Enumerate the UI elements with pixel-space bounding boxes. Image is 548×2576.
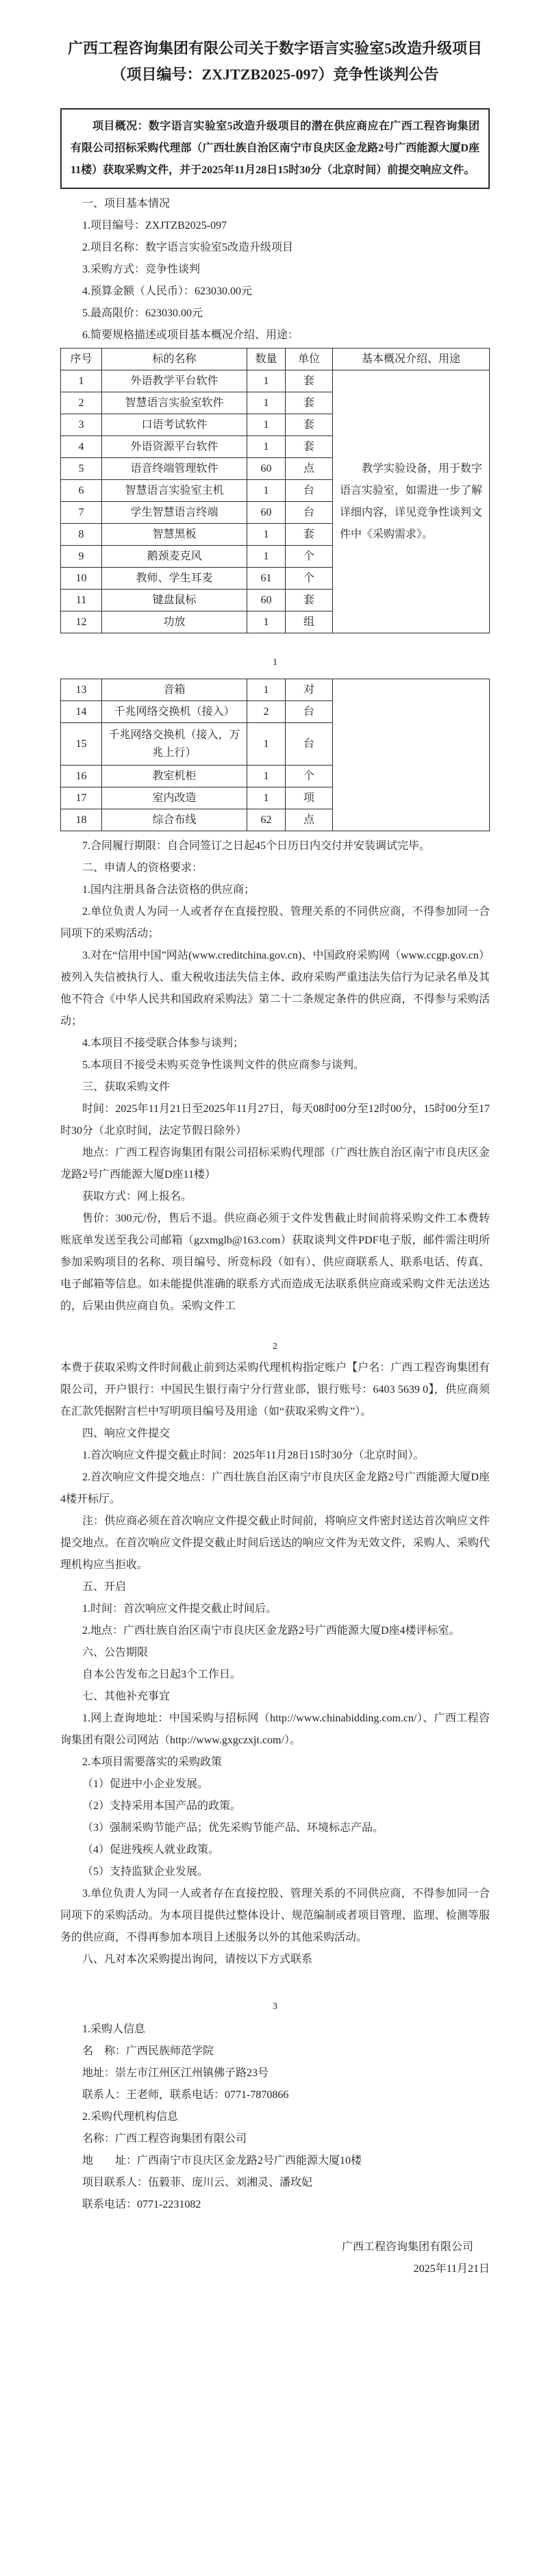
signature-company: 广西工程咨询集团有限公司	[341, 2241, 473, 2253]
page-number-2: 2	[273, 1341, 277, 1352]
table-cell: 对	[286, 679, 333, 701]
paragraph: 地点：广西工程咨询集团有限公司招标采购代理部（广西壮族自治区南宁市良庆区金龙路2号广西能源大厦D座11楼）	[60, 1147, 490, 1180]
table-cell: 组	[286, 611, 333, 633]
paragraph: （2）支持采用本国产品的政策。	[82, 1800, 242, 1812]
paragraph: 本费于获取采购文件时间截止前到达采购代理机构指定账户【户名：广西工程咨询集团有限公司，开户银行：中国民生银行南宁分行营业部，银行账号：6403 5639 0】，供应商须在汇款凭据附言栏中写明项目编号及用途（如“获取采购文件”）。	[60, 1362, 490, 1417]
table-row	[61, 679, 490, 701]
paragraph: 3.对在“信用中国”网站(www.creditchina.gov.cn)、中国政府采购网（www.ccgp.gov.cn）被列入失信被执行人、重大税收违法失信主体、政府采购严重违法失信行为记录名单及其他不符合《中华人民共和国政府采购法》第二十二条规定条件的供应商，不得参与采购活动；	[60, 950, 490, 1027]
table-cell: 千兆网络交换机（接入，万兆上行）	[102, 723, 247, 766]
table-cell: 16	[61, 766, 102, 787]
table-cell: 1	[247, 392, 286, 414]
paragraph: 2.项目名称：数字语言实验室5改造升级项目	[82, 242, 294, 253]
table-cell: 键盘鼠标	[102, 590, 247, 611]
table-cell: 1	[247, 679, 286, 701]
table-cell: 外语资源平台软件	[102, 436, 247, 458]
table-cell: 17	[61, 787, 102, 809]
table-cell: 智慧语言实验室主机	[102, 480, 247, 502]
table-cell: 1	[247, 546, 286, 568]
items-table-part2	[60, 679, 490, 831]
table-cell: 1	[247, 766, 286, 787]
table-cell: 智慧黑板	[102, 524, 247, 546]
table-cell: 1	[247, 611, 286, 633]
paragraph: 五、开启	[82, 1581, 127, 1593]
table-cell: 8	[61, 524, 102, 546]
table-cell: 室内改造	[102, 787, 247, 809]
table-header-cell: 单位	[286, 349, 333, 370]
paragraph: 3.采购方式：竞争性谈判	[82, 264, 201, 275]
table-cell: 点	[286, 809, 333, 831]
table-cell: 套	[286, 392, 333, 414]
table-cell: 教师、学生耳麦	[102, 568, 247, 590]
table-cell: 12	[61, 611, 102, 633]
table-cell: 1	[247, 436, 286, 458]
table-cell: 1	[247, 723, 286, 766]
table-cell: 14	[61, 701, 102, 723]
paragraph: 地 址：广西南宁市良庆区金龙路2号广西能源大厦10楼	[82, 2155, 362, 2167]
paragraph: 自本公告发布之日起3个工作日。	[82, 1669, 242, 1680]
project-overview-text: 项目概况：数字语言实验室5改造升级项目的潜在供应商应在广西工程咨询集团有限公司招标采购代理部（广西壮族自治区南宁市良庆区金龙路2号广西能源大厦D座11楼）获取采购文件，并于2025年11月28日15时30分（北京时间）前提交响应文件。	[71, 121, 480, 176]
paragraph: 2.单位负责人为同一人或者存在直接控股、管理关系的不同供应商，不得参加同一合同项下的采购活动；	[60, 906, 490, 939]
paragraph: 名 称：广西民族师范学院	[82, 2045, 214, 2057]
section-basic-info	[60, 193, 490, 346]
paragraph: 5.最高限价：623030.00元	[82, 307, 203, 319]
table-cell: 2	[61, 392, 102, 414]
table-cell: 鹅颈麦克风	[102, 546, 247, 568]
paragraph: 6.简要规格描述或项目基本概况介绍、用途：	[82, 329, 299, 341]
table-cell: 4	[61, 436, 102, 458]
paragraph: 1.项目编号：ZXJTZB2025-097	[82, 220, 227, 231]
table-cell: 口语考试软件	[102, 414, 247, 436]
table-cell: 台	[286, 701, 333, 723]
table-cell: 5	[61, 458, 102, 480]
table-cell: 项	[286, 787, 333, 809]
table-cell: 综合布线	[102, 809, 247, 831]
paragraph: 二、申请人的资格要求：	[82, 862, 203, 874]
table-cell: 套	[286, 524, 333, 546]
paragraph: 四、响应文件提交	[82, 1428, 171, 1439]
table-header-cell: 标的名称	[102, 349, 247, 370]
table-cell: 智慧语言实验室软件	[102, 392, 247, 414]
paragraph: 注：供应商必须在首次响应文件提交截止时间前，将响应文件密封送达首次响应文件提交地点。在首次响应文件提交截止时间后送达的响应文件为无效文件，采购人、采购代理机构应当拒收。	[60, 1515, 490, 1571]
section-requirements-and-documents	[60, 835, 490, 1317]
paragraph: （3）强制采购节能产品；优先采购节能产品、环境标志产品。	[82, 1822, 384, 1834]
signature-date: 2025年11月21日	[413, 2263, 490, 2275]
table-cell: 15	[61, 723, 102, 766]
paragraph: 项目联系人：伍毅菲、庞川云、刘湘灵、潘玫妃	[82, 2177, 313, 2188]
table-cell: 1	[247, 480, 286, 502]
table-cell: 功放	[102, 611, 247, 633]
table-cell: 10	[61, 568, 102, 590]
table-cell: 个	[286, 766, 333, 787]
table-cell: 2	[247, 701, 286, 723]
table-cell: 套	[286, 590, 333, 611]
table-cell: 9	[61, 546, 102, 568]
table-cell: 62	[247, 809, 286, 831]
table-cell: 1	[61, 370, 102, 392]
paragraph: 联系电话：0771-2231082	[82, 2199, 201, 2210]
table-note-cell: 教学实验设备，用于数字语言实验室，如需进一步了解详细内容，详见竞争性谈判文件中《采购需求》。	[333, 370, 490, 633]
table-cell: 个	[286, 568, 333, 590]
section-contact-info	[60, 2019, 490, 2216]
paragraph: 三、获取采购文件	[82, 1081, 171, 1093]
table-header-cell: 基本概况介绍、用途	[333, 349, 490, 370]
table-cell: 学生智慧语言终端	[102, 502, 247, 524]
paragraph: 7.合同履行期限：自合同签订之日起45个日历日内交付并安装调试完毕。	[82, 840, 431, 852]
project-overview-box	[60, 108, 490, 189]
paragraph: 名称：广西工程咨询集团有限公司	[82, 2133, 247, 2145]
table-cell: 1	[247, 370, 286, 392]
table-cell: 套	[286, 414, 333, 436]
paragraph: （5）支持监狱企业发展。	[82, 1866, 209, 1878]
paragraph: 八、凡对本次采购提出询问，请按以下方式联系	[82, 1954, 313, 1965]
paragraph: 4.预算金额（人民币）：623030.00元	[82, 286, 253, 297]
table-cell: 台	[286, 502, 333, 524]
table-cell: 点	[286, 458, 333, 480]
paragraph: 5.本项目不接受未购买竞争性谈判文件的供应商参与谈判。	[82, 1059, 365, 1071]
paragraph: 获取方式：网上报名。	[82, 1191, 192, 1202]
table-cell: 6	[61, 480, 102, 502]
table-header-row	[61, 349, 490, 370]
paragraph: 七、其他补充事宜	[82, 1691, 171, 1702]
page-number-1: 1	[273, 657, 277, 668]
table-cell: 套	[286, 436, 333, 458]
paragraph: （4）促进残疾人就业政策。	[82, 1844, 220, 1856]
table-row	[61, 370, 490, 392]
table-header-cell: 序号	[61, 349, 102, 370]
table-cell: 教室机柜	[102, 766, 247, 787]
page-title	[60, 36, 490, 88]
paragraph: 六、公告期限	[82, 1647, 149, 1658]
table-cell: 音箱	[102, 679, 247, 701]
table-cell: 18	[61, 809, 102, 831]
table-cell: 60	[247, 458, 286, 480]
paragraph: 1.时间：首次响应文件提交截止时间后。	[82, 1603, 277, 1615]
paragraph: 售价：300元/份，售后不退。供应商必须于文件发售截止时间前将采购文件工本费转账底单发送至我公司邮箱（gzxmglb@163.com）获取谈判文件PDF电子版，邮件需注明所参加采购项目的名称、项目编号、所竞标段（如有）、供应商联系人、联系电话、传真、电子邮箱等信息。如未能提供准确的联系方式而造成无法联系供应商或采购文件无法送达的，后果由供应商自负。采购文件工	[60, 1213, 490, 1312]
table-cell: 台	[286, 723, 333, 766]
table-cell: 13	[61, 679, 102, 701]
page-number-3: 3	[273, 2002, 277, 2012]
table-header-cell: 数量	[247, 349, 286, 370]
table-cell: 外语教学平台软件	[102, 370, 247, 392]
signature-block	[60, 2236, 490, 2280]
table-cell: 1	[247, 414, 286, 436]
table-cell: 61	[247, 568, 286, 590]
page-title-line1: 广西工程咨询集团有限公司关于数字语言实验室5改造升级项目	[67, 40, 482, 57]
items-table-part1	[60, 348, 490, 633]
table-cell: 套	[286, 370, 333, 392]
table-cell: 60	[247, 502, 286, 524]
paragraph: 1.采购人信息	[82, 2023, 146, 2035]
paragraph: 地址：崇左市江州区江州镇佛子路23号	[82, 2067, 269, 2079]
table-cell: 语音终端管理软件	[102, 458, 247, 480]
paragraph: 一、项目基本情况	[82, 198, 171, 210]
table-cell: 3	[61, 414, 102, 436]
paragraph: 2.采购代理机构信息	[82, 2111, 179, 2123]
paragraph: 1.首次响应文件提交截止时间：2025年11月28日15时30分（北京时间）。	[82, 1450, 425, 1461]
paragraph: 3.单位负责人为同一人或者存在直接控股、管理关系的不同供应商，不得参加同一合同项下的采购活动。为本项目提供过整体设计、规范编制或者项目管理、监理、检测等服务的供应商，不得再参加本项目上述服务以外的其他采购活动。	[60, 1888, 490, 1943]
table-cell: 台	[286, 480, 333, 502]
table-cell: 11	[61, 590, 102, 611]
table-note-cell	[333, 679, 490, 831]
page-title-line2: （项目编号：ZXJTZB2025-097）竞争性谈判公告	[111, 66, 439, 83]
paragraph: 时间：2025年11月21日至2025年11月27日，每天08时00分至12时00分，15时00分至17时30分（北京时间，法定节假日除外）	[60, 1103, 490, 1137]
table-cell: 个	[286, 546, 333, 568]
paragraph: 1.国内注册具备合法资格的供应商；	[82, 884, 256, 896]
table-cell: 1	[247, 524, 286, 546]
table-cell: 千兆网络交换机（接入）	[102, 701, 247, 723]
paragraph: 2.本项目需要落实的采购政策	[82, 1756, 223, 1768]
paragraph: （1）促进中小企业发展。	[82, 1778, 209, 1790]
paragraph: 2.首次响应文件提交地点：广西壮族自治区南宁市良庆区金龙路2号广西能源大厦D座4楼开标厅。	[60, 1472, 490, 1505]
paragraph: 1.网上查询地址：中国采购与招标网（http://www.chinabidding.com.cn/）、广西工程咨询集团有限公司网站（http://www.gxgczxjt.com/）。	[60, 1713, 490, 1746]
table-cell: 60	[247, 590, 286, 611]
table-cell: 1	[247, 787, 286, 809]
section-submission-and-policies	[60, 1357, 490, 1971]
paragraph: 4.本项目不接受联合体参与谈判；	[82, 1037, 245, 1049]
table-cell: 7	[61, 502, 102, 524]
paragraph: 2.地点：广西壮族自治区南宁市良庆区金龙路2号广西能源大厦D座4楼评标室。	[82, 1625, 460, 1637]
paragraph: 联系人：王老师，联系电话：0771-7870866	[82, 2089, 289, 2101]
